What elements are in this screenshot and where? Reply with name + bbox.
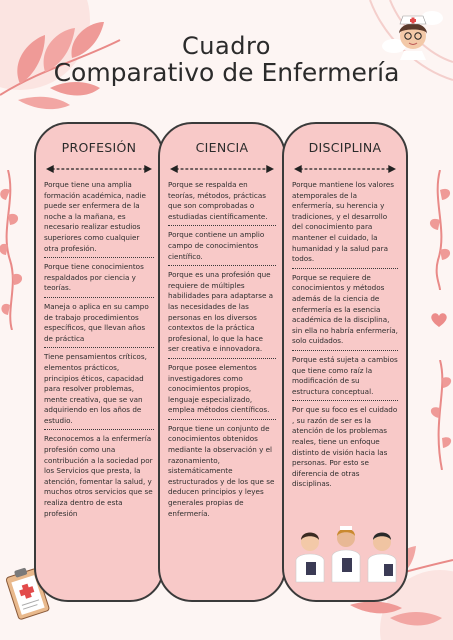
list-item: Porque es una profesión que requiere de múltiples habilidades para adaptarse a las necesidades de las personas en los diversos contextos de la práctica profesional, lo que la hace ser creativa e innovadora. (168, 270, 276, 359)
nurses-illustration (288, 520, 406, 592)
column-profesion (34, 122, 164, 602)
list-item: Tiene pensamientos críticos, elementos prácticos, principios éticos, capacidad para resolver problemas, mente creativa, que se van adquiriendo en los años de estudio. (44, 352, 154, 430)
list-item: Porque tiene conocimientos respaldados por ciencia y teorías. (44, 262, 154, 298)
decorative-vine-left (0, 170, 28, 330)
decorative-vine-right (426, 170, 453, 290)
list-item: Maneja o aplica en su campo de trabajo procedimientos específicos, que llevan años de práctica (44, 302, 154, 348)
list-item: Porque contiene un amplio campo de conocimientos científico. (168, 230, 276, 266)
list-item: Porque posee elementos investigadores como conocimientos propios, lenguaje especializado, emplea métodos científicos. (168, 363, 276, 420)
page-title-line-1: Cuadro (182, 32, 271, 60)
list-item: Por que su foco es el cuidado , su razón de ser es la atención de los problemas reales, tiene un enfoque distinto de visión hacia las personas. Por esto se diferencia de otras disciplinas. (292, 405, 398, 489)
column-heading: DISCIPLINA (308, 140, 382, 155)
heart-icon (430, 312, 448, 328)
column-items (292, 180, 398, 497)
list-item: Porque tiene un conjunto de conocimientos obtenidos mediante la observación y el razonamiento, sistemáticamente estructurados y de los que se deducen principios y leyes generales propias de enfermería. (168, 423, 275, 518)
column-disciplina (282, 122, 408, 602)
double-arrow-icon (294, 164, 396, 174)
column-items (44, 180, 154, 526)
list-item: Porque tiene una amplia formación académica, nadie puede ser enfermera de la noche a la mañana, es necesario realizar estudios superiores como cualquier otra profesión. (44, 180, 154, 258)
page-title-line-2: Comparativo de Enfermería (53, 58, 400, 87)
list-item: Porque está sujeta a cambios que tiene como raíz la modificación de su estructura conceptual. (292, 355, 398, 401)
column-heading: CIENCIA (195, 140, 249, 155)
list-item: Porque mantiene los valores atemporales de la enfermería, su herencia y tradiciones, y el desarrollo del conocimiento para mantener el cuidado, la humanidad y la salud para todos. (292, 180, 398, 269)
list-item: Porque se respalda en teorías, métodos, prácticas que son comprobadas o estudiadas científicamente. (168, 180, 276, 226)
column-items (168, 180, 276, 526)
double-arrow-icon (170, 164, 274, 174)
double-arrow-icon (46, 164, 152, 174)
list-item: Reconocemos a la enfermería profesión como una contribución a la sociedad por los Servicios que presta, la atención, fomentar la salud, y muchos otros servicios que se realiza dentro de esta profesión (44, 434, 153, 518)
column-ciencia (158, 122, 286, 602)
decorative-vine-right-lower (428, 360, 453, 470)
column-heading: PROFESIÓN (61, 140, 137, 155)
list-item: Porque se requiere de conocimientos y métodos además de la ciencia de enfermería es la esencia académica de la disciplina, sin ella no habría enfermería, solo cuidados. (292, 273, 398, 351)
